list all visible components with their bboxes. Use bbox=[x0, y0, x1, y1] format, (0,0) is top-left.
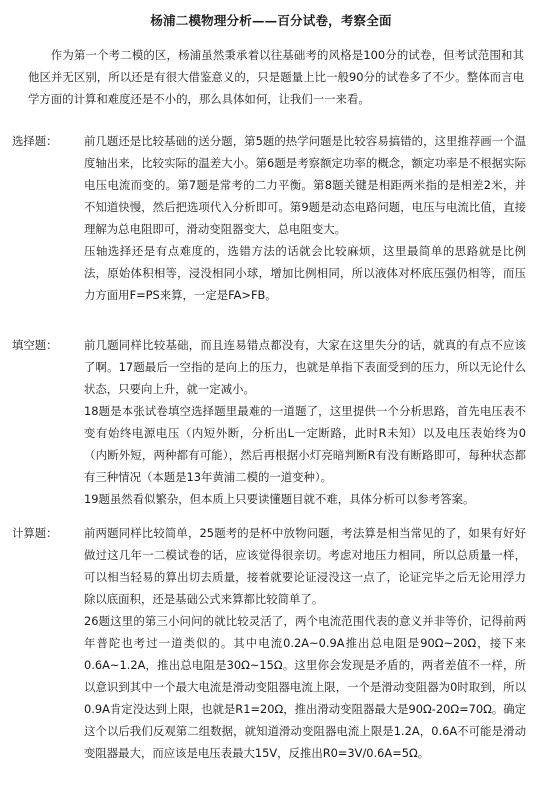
section-paragraph: 压轴选择还是有点难度的，选错方法的话就会比较麻烦，这里最简单的思路就是比例法，原始体积相等，浸没相同小球，增加比例相同，所以液体对杯底压强仍相等，而压力方面用F=PS来算，一定是FA>FB。 bbox=[84, 244, 526, 302]
section-paragraph: 26题这里的第三小问问的就比较灵活了，两个电流范围代表的意义并非等价，记得前两年普陀也考过一道类似的。其中电流0.2A~0.9A推出总电阻是90Ω~20Ω，接下来0.6A~1.2A，推出总电阻是30Ω~15Ω。这里你会发现是矛盾的，两者差值不一样，所以意识到其中一个最大电流是滑动变阻器电流上限，一个是滑动变阻器为0时取到，所以0.9A肯定没达到上限，也就是R1=20Ω，推出滑动变阻器最大是90Ω-20Ω=70Ω。确定这个以后我们反观第二组数据，就知道滑动变阻器电流上限是1.2A，0.6A不可能是滑动变阻器最大，而应该是电压表最大15V，反推出R0=3V/0.6A=5Ω。 bbox=[84, 614, 526, 760]
section-label: 选择题： bbox=[12, 134, 58, 148]
section-paragraph: 18题是本张试卷填空选择题里最难的一道题了，这里提供一个分析思路，首先电压表不变有始终电源电压（内短外断，分析出L一定断路，此时R未知）以及电压表始终为0（内断外短，两种都有可能），然后再根据小灯亮暗判断R有没有断路即可，每种状态都有三种情况（本题是13年黄浦二模的一道变种）。 bbox=[84, 404, 526, 484]
section-body bbox=[84, 522, 526, 764]
section-paragraph: 前几题还是比较基础的送分题，第5题的热学问题是比较容易搞错的，这里推荐画一个温度轴出来，比较实际的温差大小。第6题是考察额定功率的概念，额定功率是不根据实际电压电流而变的。第7题是常考的二力平衡。第8题关键是相距两米指的是相差2米，并不知道快慢，然后把选项代入分析即可。第9题是动态电路问题，电压与电流比值，直接理解为总电阻即可，滑动变阻器变大，总电阻变大。 bbox=[84, 134, 526, 236]
intro-paragraph: 作为第一个考二模的区，杨浦虽然秉承着以往基础考的风格是100分的试卷，但考试范围和其他区并无区别，所以还是有很大借鉴意义的，只是题量上比一般90分的试卷多了不少。整体而言电学方面的计算和难度还是不小的，那么具体如何，让我们一一来看。 bbox=[28, 48, 524, 106]
section-label: 填空题： bbox=[12, 338, 58, 352]
section-body bbox=[84, 334, 526, 510]
section-body bbox=[84, 130, 526, 306]
section-label: 计算题： bbox=[12, 526, 58, 540]
section-paragraph: 前两题同样比较简单，25题考的是杯中放物问题，考法算是相当常见的了，如果有好好做过这几年一二模试卷的话，应该觉得很亲切。考虑对地压力相同，所以总质量一样，可以相当轻易的算出切去质量，接着就要论证浸没这一点了，论证完毕之后无论用浮力除以底面积，还是基础公式来算都比较简单了。 bbox=[84, 526, 526, 606]
section-paragraph: 19题虽然看似繁杂，但本质上只要读懂题目就不难，具体分析可以参考答案。 bbox=[84, 492, 475, 506]
section-paragraph: 前几题同样比较基础，而且连易错点都没有，大家在这里失分的话，就真的有点不应该了啊。17题最后一空指的是向上的压力，也就是单指下表面受到的压力，所以无论什么状态，只要向上升，就一定减小。 bbox=[84, 338, 526, 396]
page-title: 杨浦二模物理分析——百分试卷，考察全面 bbox=[150, 13, 392, 28]
